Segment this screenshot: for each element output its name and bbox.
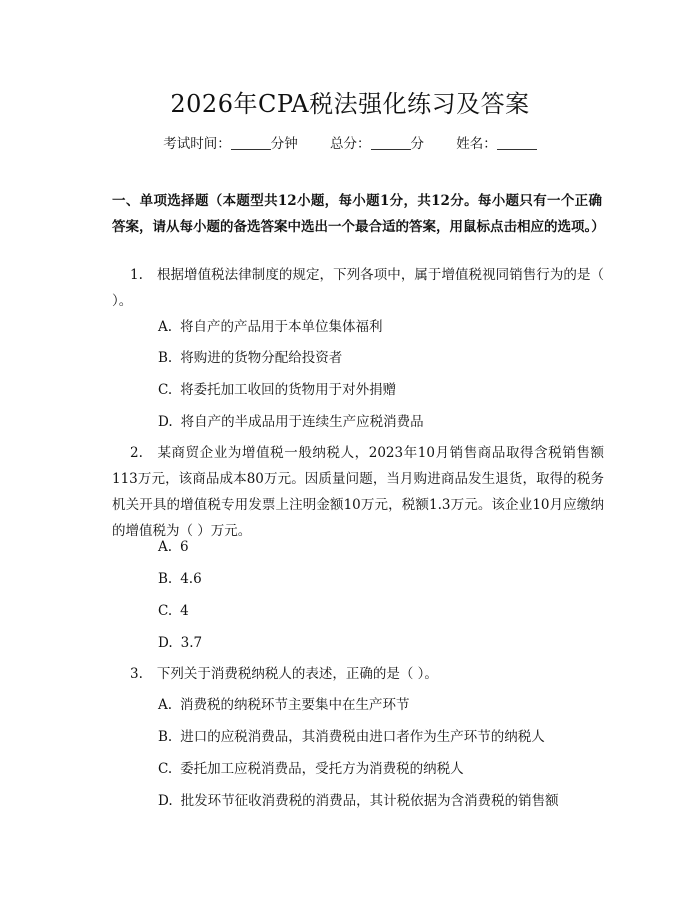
- question-number: 2.: [130, 445, 143, 461]
- question-2-option-a[interactable]: [158, 534, 189, 560]
- option-text: 4: [180, 603, 189, 619]
- option-letter: A.: [158, 539, 173, 555]
- name-field: [456, 136, 537, 152]
- option-text: 3.7: [180, 635, 203, 651]
- total-score-field: [330, 136, 428, 152]
- exam-time-unit: 分钟: [270, 136, 298, 152]
- document-title: 2026年CPA税法强化练习及答案: [170, 90, 530, 118]
- option-text: 6: [180, 539, 189, 555]
- exam-time-blank: [231, 135, 271, 150]
- question-3-option-a[interactable]: [158, 692, 410, 718]
- option-letter: B.: [158, 571, 173, 587]
- question-2: [112, 440, 604, 544]
- question-text: 下列关于消费税纳税人的表述，正确的是（ ）。: [156, 666, 438, 682]
- question-1: [112, 262, 604, 314]
- option-letter: B.: [158, 350, 173, 366]
- option-letter: A.: [158, 319, 173, 335]
- question-number: 1.: [130, 267, 143, 283]
- option-letter: C.: [158, 761, 173, 777]
- exam-info-line: [0, 132, 700, 152]
- option-text: 进口的应税消费品，其消费税由进口者作为生产环节的纳税人: [180, 729, 545, 745]
- question-3-option-d[interactable]: [158, 788, 559, 814]
- name-label: 姓名：: [456, 136, 497, 152]
- question-1-option-d[interactable]: [158, 409, 424, 435]
- question-text: 某商贸企业为增值税一般纳税人，2023年10月销售商品取得含税销售额113万元，该商品成本80万元。因质量问题，当月购进商品发生退货，取得的税务机关开具的增值税专用发票上注明金额10万元，税额1.3万元。该企业10月应缴纳的增值税为（ ）万元。: [112, 445, 604, 539]
- question-2-option-b[interactable]: [158, 566, 202, 592]
- question-number: 3.: [130, 666, 143, 682]
- total-score-blank: [371, 135, 411, 150]
- name-blank: [497, 135, 537, 150]
- question-2-option-c[interactable]: [158, 598, 189, 624]
- exam-time-label: 考试时间：: [163, 136, 231, 152]
- exam-time-field: [163, 136, 302, 152]
- option-letter: B.: [158, 729, 173, 745]
- question-3: [112, 661, 604, 687]
- option-text: 将购进的货物分配给投资者: [180, 350, 343, 366]
- total-score-label: 总分：: [330, 136, 371, 152]
- option-letter: C.: [158, 603, 173, 619]
- total-score-unit: 分: [410, 136, 424, 152]
- option-letter: D.: [158, 635, 173, 651]
- question-1-option-c[interactable]: [158, 377, 396, 403]
- question-text: 根据增值税法律制度的规定，下列各项中，属于增值税视同销售行为的是（ ）。: [112, 267, 604, 309]
- section-heading: 一、单项选择题（本题型共12小题，每小题1分，共12分。每小题只有一个正确答案，请从每小题的备选答案中选出一个最合适的答案，用鼠标点击相应的选项。）: [112, 193, 605, 235]
- question-1-option-a[interactable]: [158, 314, 383, 340]
- option-text: 4.6: [180, 571, 202, 587]
- option-text: 将自产的产品用于本单位集体福利: [180, 319, 383, 335]
- option-text: 将委托加工收回的货物用于对外捐赠: [180, 382, 397, 398]
- option-text: 将自产的半成品用于连续生产应税消费品: [180, 414, 424, 430]
- question-3-option-c[interactable]: [158, 756, 464, 782]
- option-text: 委托加工应税消费品，受托方为消费税的纳税人: [180, 761, 464, 777]
- option-text: 消费税的纳税环节主要集中在生产环节: [180, 697, 410, 713]
- option-letter: D.: [158, 414, 173, 430]
- option-letter: A.: [158, 697, 173, 713]
- question-3-option-b[interactable]: [158, 724, 545, 750]
- option-letter: C.: [158, 382, 173, 398]
- question-1-option-b[interactable]: [158, 345, 342, 371]
- option-text: 批发环节征收消费税的消费品，其计税依据为含消费税的销售额: [180, 793, 559, 809]
- question-2-option-d[interactable]: [158, 630, 202, 656]
- option-letter: D.: [158, 793, 173, 809]
